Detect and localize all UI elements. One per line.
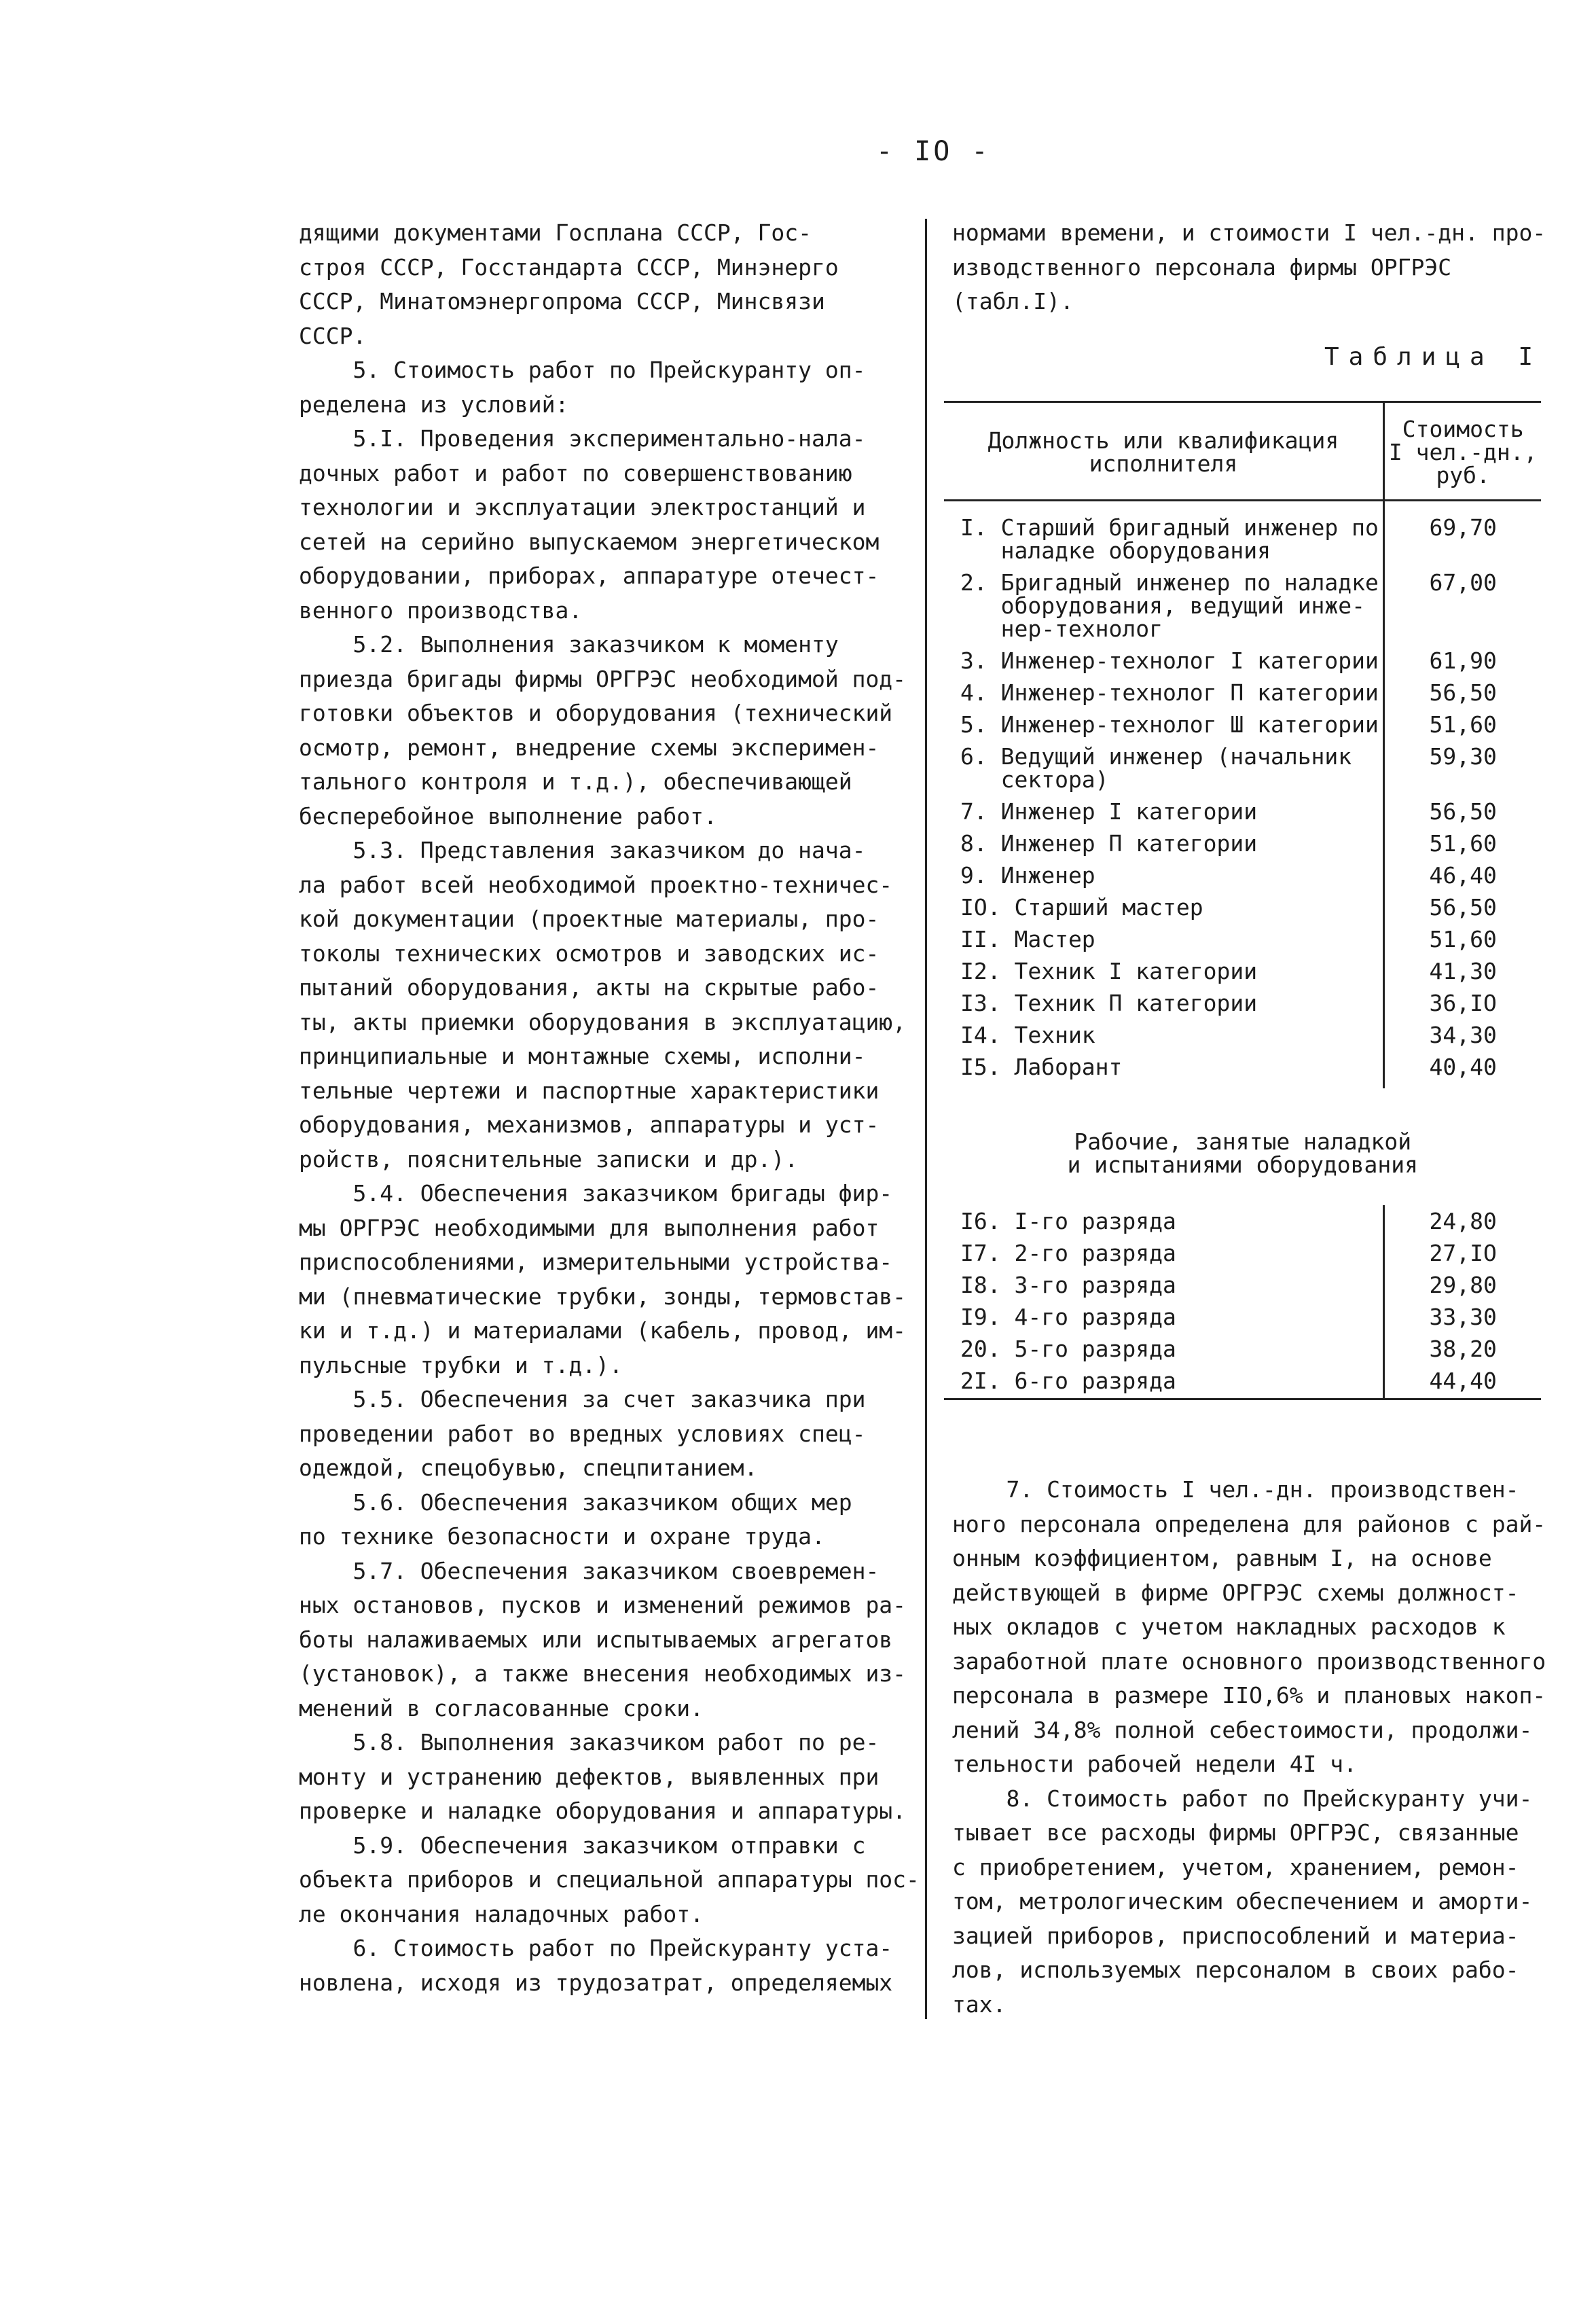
text-line: сетей на серийно выпускаемом энергетическом <box>299 528 879 555</box>
cost-cell: 38,20 <box>1429 1336 1497 1362</box>
cost-cell: 36,IO <box>1429 990 1497 1016</box>
cost-cell: 61,90 <box>1429 647 1497 674</box>
position-cell: I8. 3-го разряда <box>944 1269 1383 1301</box>
table-row <box>944 567 1541 645</box>
table-row <box>944 1269 1541 1301</box>
position-cell: 5. Инженер-технолог Ш категории <box>944 709 1383 740</box>
table-title: Таблица I <box>1324 343 1543 371</box>
text-line: онным коэффициентом, равным I, на основе <box>952 1545 1492 1571</box>
cost-cell: 40,40 <box>1429 1054 1497 1080</box>
cost-cell: 27,IO <box>1429 1240 1497 1266</box>
table-row <box>944 677 1541 709</box>
text-line: (табл.I). <box>952 288 1074 315</box>
text-line: тельные чертежи и паспортные характеристики <box>299 1077 879 1104</box>
text-line: ки и т.д.) и материалами (кабель, провод, им- <box>299 1317 907 1344</box>
text-line: по технике безопасности и охране труда. <box>299 1523 825 1550</box>
text-line: ных окладов с учетом накладных расходов к <box>952 1613 1506 1640</box>
text-line: 8. Стоимость работ по Прейскуранту учи- <box>952 1785 1533 1812</box>
position-cell: I7. 2-го разряда <box>944 1237 1383 1269</box>
table-header-cost: Стоимость I чел.-дн., руб. <box>1383 402 1541 501</box>
text-line: том, метрологическим обеспечением и аморти- <box>952 1888 1533 1914</box>
position-cell: I9. 4-го разряда <box>944 1301 1383 1333</box>
cost-cell: 34,30 <box>1429 1022 1497 1048</box>
text-line: ле окончания наладочных работ. <box>299 1900 704 1927</box>
cost-cell: 56,50 <box>1429 679 1497 706</box>
text-line: венного производства. <box>299 596 583 624</box>
right-column-intro <box>952 216 1546 319</box>
left-column-text <box>299 216 920 2000</box>
text-line: оборудовании, приборах, аппаратуре отечест- <box>299 563 879 589</box>
table-header-position: Должность или квалификация исполнителя <box>944 402 1383 501</box>
text-line: лов, используемых персоналом в своих рабо- <box>952 1957 1519 1983</box>
text-line: бесперебойное выполнение работ. <box>299 802 717 829</box>
text-line: 7. Стоимость I чел.-дн. производствен- <box>952 1476 1519 1503</box>
table-row <box>944 827 1541 859</box>
text-line: дящими документами Госплана СССР, Гос- <box>299 219 812 246</box>
text-line: 5.9. Обеспечения заказчиком отправки с <box>299 1832 866 1859</box>
text-line: строя СССР, Госстандарта СССР, Минэнерго <box>299 253 839 281</box>
text-line: изводственного персонала фирмы ОРГРЭС <box>952 253 1452 281</box>
text-line: 5. Стоимость работ по Прейскуранту оп- <box>299 357 866 383</box>
table-row <box>944 1051 1541 1088</box>
position-cell: I. Старший бригадный инженер по наладке оборудования <box>944 501 1383 567</box>
text-line: 5.8. Выполнения заказчиком работ по ре- <box>299 1729 879 1755</box>
cost-cell: 24,80 <box>1429 1208 1497 1234</box>
text-line: проведении работ во вредных условиях спец- <box>299 1420 866 1447</box>
cost-cell: 29,80 <box>1429 1272 1497 1298</box>
table-row <box>944 987 1541 1019</box>
text-line: персонала в размере IIO,6% и плановых накоп- <box>952 1682 1546 1709</box>
cost-cell: 51,60 <box>1429 830 1497 857</box>
position-cell: II. Мастер <box>944 923 1383 955</box>
text-line: монту и устранению дефектов, выявленных при <box>299 1763 879 1790</box>
text-line: принципиальные и монтажные схемы, исполни- <box>299 1043 866 1069</box>
text-line: новлена, исходя из трудозатрат, определяемых <box>299 1969 893 1996</box>
cost-cell: 33,30 <box>1429 1304 1497 1330</box>
table-row <box>944 955 1541 987</box>
text-line: 5.6. Обеспечения заказчиком общих мер <box>299 1488 852 1516</box>
table-row <box>944 1019 1541 1051</box>
text-line: ми (пневматические трубки, зонды, термовстав- <box>299 1283 907 1310</box>
text-line: с приобретением, учетом, хранением, ремон- <box>952 1853 1519 1880</box>
table-row <box>944 891 1541 923</box>
cost-table <box>944 401 1541 1400</box>
text-line: лений 34,8% полной себестоимости, продолжи- <box>952 1716 1533 1743</box>
cost-cell: 46,40 <box>1429 862 1497 889</box>
table-row <box>944 1301 1541 1333</box>
text-line: пульсные трубки и т.д.). <box>299 1351 623 1378</box>
text-line: нормами времени, и стоимости I чел.-дн. про- <box>952 219 1546 246</box>
table-row <box>944 1333 1541 1365</box>
text-line: менений в согласованные сроки. <box>299 1694 704 1721</box>
cost-cell: 51,60 <box>1429 926 1497 952</box>
table-row <box>944 923 1541 955</box>
text-line: кой документации (проектные материалы, про- <box>299 906 879 932</box>
table-subheading-row <box>944 1088 1541 1205</box>
text-line: проверке и наладке оборудования и аппаратуры. <box>299 1798 907 1824</box>
position-cell: 20. 5-го разряда <box>944 1333 1383 1365</box>
text-line: мы ОРГРЭС необходимыми для выполнения работ <box>299 1214 879 1241</box>
position-cell: 7. Инженер I категории <box>944 796 1383 827</box>
position-cell: 2I. 6-го разряда <box>944 1365 1383 1399</box>
text-line: 5.3. Представления заказчиком до нача- <box>299 837 866 863</box>
cost-cell: 41,30 <box>1429 958 1497 984</box>
text-line: ного персонала определена для районов с рай- <box>952 1510 1546 1537</box>
right-column-paragraphs <box>952 1473 1546 2022</box>
text-line: тального контроля и т.д.), обеспечивающей <box>299 768 852 795</box>
text-line: тах. <box>952 1991 1006 2018</box>
text-line: одеждой, спецобувью, спецпитанием. <box>299 1455 758 1481</box>
position-cell: 6. Ведущий инженер (начальник сектора) <box>944 740 1383 796</box>
position-cell: 4. Инженер-технолог П категории <box>944 677 1383 709</box>
table-row <box>944 645 1541 677</box>
text-line: ты, акты приемки оборудования в эксплуатацию, <box>299 1008 907 1035</box>
position-cell: 3. Инженер-технолог I категории <box>944 645 1383 677</box>
text-line: объекта приборов и специальной аппаратуры пос- <box>299 1866 920 1893</box>
text-line: токолы технических осмотров и заводских ис- <box>299 940 879 967</box>
position-cell: 2. Бригадный инженер по наладке оборудования, ведущий инже- нер-технолог <box>944 567 1383 645</box>
position-cell: I5. Лаборант <box>944 1051 1383 1088</box>
text-line: зацией приборов, приспособлений и материа- <box>952 1922 1519 1949</box>
position-cell: I4. Техник <box>944 1019 1383 1051</box>
position-cell: I2. Техник I категории <box>944 955 1383 987</box>
cost-cell: 44,40 <box>1383 1365 1541 1399</box>
text-line: действующей в фирме ОРГРЭС схемы должност- <box>952 1579 1519 1606</box>
table-row <box>944 501 1541 567</box>
table-row <box>944 1365 1541 1399</box>
text-line: тывает все расходы фирмы ОРГРЭС, связанные <box>952 1819 1519 1846</box>
position-cell: 8. Инженер П категории <box>944 827 1383 859</box>
column-divider <box>925 219 927 2019</box>
table-row <box>944 1237 1541 1269</box>
page-number: - IO - <box>876 136 991 167</box>
text-line: дочных работ и работ по совершенствованию <box>299 459 852 486</box>
table-row <box>944 740 1541 796</box>
cost-cell: 51,60 <box>1429 711 1497 738</box>
cost-cell: 56,50 <box>1429 798 1497 825</box>
cost-cell: 56,50 <box>1429 894 1497 921</box>
table-row <box>944 859 1541 891</box>
text-line: 5.4. Обеспечения заказчиком бригады фир- <box>299 1180 893 1207</box>
cost-cell: 69,70 <box>1429 514 1497 541</box>
text-line: тельности рабочей недели 4I ч. <box>952 1751 1358 1777</box>
cost-cell: 59,30 <box>1429 743 1497 770</box>
table-row <box>944 1205 1541 1237</box>
text-line: ределена из условий: <box>299 391 569 418</box>
table-row <box>944 796 1541 827</box>
text-line: СССР, Минатомэнергопрома СССР, Минсвязи <box>299 288 825 315</box>
text-line: осмотр, ремонт, внедрение схемы эксперимен- <box>299 734 879 761</box>
text-line: оборудования, механизмов, аппаратуры и уст- <box>299 1111 879 1138</box>
position-cell: I3. Техник П категории <box>944 987 1383 1019</box>
text-line: ла работ всей необходимой проектно-техничес- <box>299 871 893 898</box>
text-line: ройств, пояснительные записки и др.). <box>299 1145 799 1173</box>
text-line: СССР. <box>299 322 367 349</box>
table-row <box>944 709 1541 740</box>
text-line: заработной плате основного производственного <box>952 1647 1546 1675</box>
text-line: пытаний оборудования, акты на скрытые рабо- <box>299 974 879 1001</box>
text-line: 5.7. Обеспечения заказчиком своевремен- <box>299 1557 879 1584</box>
text-line: 5.5. Обеспечения за счет заказчика при <box>299 1386 866 1412</box>
text-line: 5.2. Выполнения заказчиком к моменту <box>299 631 839 658</box>
cost-cell: 67,00 <box>1429 569 1497 596</box>
text-line: приспособлениями, измерительными устройства- <box>299 1249 893 1275</box>
text-line: приезда бригады фирмы ОРГРЭС необходимой под- <box>299 665 907 692</box>
text-line: готовки объектов и оборудования (технический <box>299 700 893 726</box>
position-cell: I6. I-го разряда <box>944 1205 1383 1237</box>
text-line: ных остановов, пусков и изменений режимов ра- <box>299 1592 907 1618</box>
text-line: 5.I. Проведения экспериментально-нала- <box>299 425 866 452</box>
text-line: боты налаживаемых или испытываемых агрегатов <box>299 1626 893 1653</box>
position-cell: IO. Старший мастер <box>944 891 1383 923</box>
position-cell: 9. Инженер <box>944 859 1383 891</box>
text-line: 6. Стоимость работ по Прейскуранту уста- <box>299 1935 893 1961</box>
text-line: (установок), а также внесения необходимых из- <box>299 1660 907 1687</box>
table-subheading: Рабочие, занятые наладкой и испытаниями оборудования <box>1067 1128 1418 1178</box>
text-line: технологии и эксплуатации электростанций и <box>299 494 866 520</box>
